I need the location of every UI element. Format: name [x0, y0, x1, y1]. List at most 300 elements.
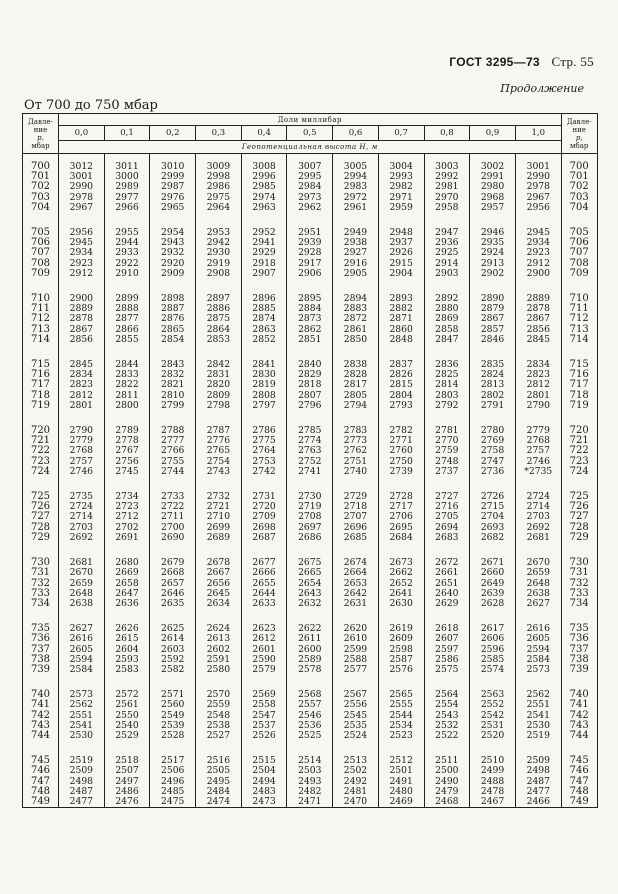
height-cell: 2656: [196, 579, 242, 589]
height-cell: 2515: [241, 741, 287, 766]
height-cell: 2769: [470, 436, 516, 446]
height-cell: 2773: [333, 436, 379, 446]
height-cell: 2897: [196, 279, 242, 304]
height-cell: 2851: [287, 335, 333, 345]
pressure-cell-left: 724: [23, 467, 59, 477]
pressure-cell-left: 718: [23, 391, 59, 401]
height-cell: 2747: [470, 457, 516, 467]
height-cell: 2842: [196, 345, 242, 370]
pressure-cell-right: 746: [561, 766, 597, 776]
height-cell: 2909: [150, 269, 196, 279]
height-cell: 2852: [241, 335, 287, 345]
height-cell: 2737: [424, 467, 470, 477]
height-cell: 2644: [241, 589, 287, 599]
pressure-cell-left: 733: [23, 589, 59, 599]
height-cell: 2947: [424, 213, 470, 238]
height-cell: 2664: [333, 568, 379, 578]
height-cell: 2853: [196, 335, 242, 345]
pressure-cell-left: 708: [23, 259, 59, 269]
pressure-cell-left: 725: [23, 477, 59, 502]
height-cell: 2615: [104, 634, 150, 644]
height-cell: 3008: [241, 154, 287, 173]
height-cell: 2698: [241, 523, 287, 533]
height-cell: 2720: [241, 502, 287, 512]
height-cell: 2666: [241, 568, 287, 578]
pressure-cell-left: 700: [23, 154, 59, 173]
height-cell: 2812: [515, 380, 561, 390]
height-cell: 2935: [470, 238, 516, 248]
pressure-cell-right: 743: [561, 721, 597, 731]
height-cell: 2556: [333, 700, 379, 710]
height-cell: 2718: [333, 502, 379, 512]
height-cell: 2847: [424, 335, 470, 345]
height-cell: 2883: [333, 304, 379, 314]
height-cell: 2751: [333, 457, 379, 467]
height-cell: 2627: [59, 609, 105, 634]
height-cell: 2716: [424, 502, 470, 512]
pressure-cell-left: 746: [23, 766, 59, 776]
height-cell: 2528: [150, 731, 196, 741]
height-cell: 2623: [241, 609, 287, 634]
height-cell: 2509: [59, 766, 105, 776]
height-cell: 2840: [287, 345, 333, 370]
height-cell: 2757: [515, 446, 561, 456]
height-cell: 2908: [196, 269, 242, 279]
height-cell: 2879: [470, 304, 516, 314]
height-cell: 2582: [150, 665, 196, 675]
pressure-cell-left: 714: [23, 335, 59, 345]
height-cell: 2994: [333, 172, 379, 182]
height-cell: 3003: [424, 154, 470, 173]
height-cell: 2967: [515, 193, 561, 203]
height-cell: 2808: [241, 391, 287, 401]
geopotential-table: [22, 113, 598, 808]
fraction-header: 0,6: [333, 126, 379, 141]
height-cell: 2916: [333, 259, 379, 269]
height-cell: 2926: [378, 248, 424, 258]
height-cell: 2964: [196, 203, 242, 213]
pressure-cell-right: 725: [561, 477, 597, 502]
height-cell: 2992: [424, 172, 470, 182]
height-cell: 2672: [424, 543, 470, 568]
height-cell: 2493: [287, 777, 333, 787]
height-cell: 2567: [333, 675, 379, 700]
height-cell: 2530: [515, 721, 561, 731]
pressure-cell-left: 705: [23, 213, 59, 238]
height-cell: 2568: [287, 675, 333, 700]
height-cell: 2648: [59, 589, 105, 599]
height-cell: 2565: [378, 675, 424, 700]
pressure-cell-left: 720: [23, 411, 59, 436]
height-cell: 2865: [150, 325, 196, 335]
height-cell: 2669: [104, 568, 150, 578]
height-cell: 2496: [150, 777, 196, 787]
height-cell: 2797: [241, 401, 287, 411]
height-cell: 2616: [515, 609, 561, 634]
height-cell: 2846: [470, 335, 516, 345]
height-cell: 2968: [470, 193, 516, 203]
pressure-cell-left: 710: [23, 279, 59, 304]
height-cell: 2743: [196, 467, 242, 477]
height-cell: 2585: [470, 655, 516, 665]
fraction-header: 0,9: [470, 126, 516, 141]
height-cell: 2714: [59, 512, 105, 522]
height-cell: 2483: [241, 787, 287, 797]
height-cell: 2523: [378, 731, 424, 741]
fraction-header: 0,4: [241, 126, 287, 141]
height-cell: 2710: [196, 512, 242, 522]
pressure-cell-left: 728: [23, 523, 59, 533]
height-cell: 2539: [150, 721, 196, 731]
height-cell: 2953: [196, 213, 242, 238]
height-cell: 2895: [287, 279, 333, 304]
height-cell: 2653: [333, 579, 379, 589]
height-cell: 2741: [287, 467, 333, 477]
height-cell: 2857: [470, 325, 516, 335]
height-cell: 2965: [150, 203, 196, 213]
pressure-cell-left: 712: [23, 314, 59, 324]
table-row: [23, 279, 598, 304]
table-row: [23, 533, 598, 543]
height-cell: 2802: [470, 391, 516, 401]
height-cell: 2984: [287, 182, 333, 192]
height-cell: 2706: [378, 512, 424, 522]
height-cell: 2880: [424, 304, 470, 314]
height-cell: 2792: [424, 401, 470, 411]
height-cell: 2705: [424, 512, 470, 522]
height-cell: 2468: [424, 797, 470, 808]
height-cell: 2647: [104, 589, 150, 599]
height-cell: 2915: [378, 259, 424, 269]
height-cell: 2547: [241, 711, 287, 721]
pressure-cell-left: 742: [23, 711, 59, 721]
height-cell: 2800: [104, 401, 150, 411]
height-cell: 2570: [196, 675, 242, 700]
pressure-cell-right: 726: [561, 502, 597, 512]
height-cell: 2822: [104, 380, 150, 390]
height-cell: 2873: [287, 314, 333, 324]
fraction-header: 1,0: [515, 126, 561, 141]
height-cell: 2912: [59, 269, 105, 279]
height-cell: 2668: [150, 568, 196, 578]
height-cell: 2930: [196, 248, 242, 258]
pressure-cell-right: 722: [561, 446, 597, 456]
pressure-cell-right: 703: [561, 193, 597, 203]
pressure-cell-right: 720: [561, 411, 597, 436]
height-cell: 2735: [59, 477, 105, 502]
table-row: [23, 797, 598, 808]
height-cell: 2498: [515, 766, 561, 776]
height-cell: 2649: [470, 579, 516, 589]
pressure-cell-right: 705: [561, 213, 597, 238]
height-cell: 2640: [424, 589, 470, 599]
pressure-cell-right: 729: [561, 533, 597, 543]
pressure-cell-right: 712: [561, 314, 597, 324]
height-cell: 2648: [515, 579, 561, 589]
height-cell: 2479: [424, 787, 470, 797]
height-cell: 2896: [241, 279, 287, 304]
height-cell: 3002: [470, 154, 516, 173]
height-cell: 2534: [378, 721, 424, 731]
height-cell: 2890: [470, 279, 516, 304]
height-cell: 2605: [515, 634, 561, 644]
height-cell: 2973: [287, 193, 333, 203]
height-cell: 2972: [333, 193, 379, 203]
height-cell: 2624: [196, 609, 242, 634]
height-cell: 2501: [378, 766, 424, 776]
height-cell: 2813: [470, 380, 516, 390]
height-cell: 2525: [287, 731, 333, 741]
height-cell: 2819: [241, 380, 287, 390]
table-row: [23, 411, 598, 436]
height-cell: 2867: [470, 314, 516, 324]
height-cell: 2661: [424, 568, 470, 578]
height-cell: 2586: [424, 655, 470, 665]
pressure-cell-left: 740: [23, 675, 59, 700]
height-cell: 2905: [333, 269, 379, 279]
height-cell: 2815: [378, 380, 424, 390]
height-cell: 2499: [470, 766, 516, 776]
height-cell: 2527: [196, 731, 242, 741]
table-row: [23, 345, 598, 370]
height-cell: 2794: [333, 401, 379, 411]
table-row: [23, 543, 598, 568]
height-cell: 2543: [424, 711, 470, 721]
height-cell: 2526: [241, 731, 287, 741]
height-cell: 2564: [424, 675, 470, 700]
height-cell: 2475: [150, 797, 196, 808]
height-cell: 2892: [424, 279, 470, 304]
standard-number: ГОСТ 3295—73: [449, 55, 540, 69]
height-cell: 2998: [196, 172, 242, 182]
height-cell: 2693: [470, 523, 516, 533]
height-cell: 2641: [378, 589, 424, 599]
height-cell: 2536: [287, 721, 333, 731]
table-row: [23, 665, 598, 675]
height-cell: 2537: [241, 721, 287, 731]
height-cell: 2980: [470, 182, 516, 192]
height-cell: 2680: [104, 543, 150, 568]
height-cell: 2685: [333, 533, 379, 543]
height-cell: 2833: [104, 370, 150, 380]
height-cell: 2620: [333, 609, 379, 634]
height-cell: 2639: [470, 589, 516, 599]
height-cell: 2836: [424, 345, 470, 370]
height-cell: 2589: [287, 655, 333, 665]
height-cell: 3000: [104, 172, 150, 182]
height-cell: 2681: [59, 543, 105, 568]
height-cell: 2990: [515, 172, 561, 182]
height-cell: 2603: [150, 645, 196, 655]
height-cell: 2938: [333, 238, 379, 248]
height-cell: 2638: [59, 599, 105, 609]
height-cell: 2631: [333, 599, 379, 609]
height-cell: 2484: [196, 787, 242, 797]
height-cell: 2678: [196, 543, 242, 568]
height-cell: 2609: [378, 634, 424, 644]
height-cell: 2504: [241, 766, 287, 776]
height-cell: 2730: [287, 477, 333, 502]
height-cell: 2898: [150, 279, 196, 304]
pressure-cell-left: 723: [23, 457, 59, 467]
height-cell: 2711: [150, 512, 196, 522]
table-row: [23, 401, 598, 411]
height-cell: 2782: [378, 411, 424, 436]
height-cell: 2900: [59, 279, 105, 304]
height-cell: 2978: [515, 182, 561, 192]
height-cell: 2978: [59, 193, 105, 203]
height-cell: 3010: [150, 154, 196, 173]
height-cell: 2752: [287, 457, 333, 467]
pressure-header-right: Давле- ние p, мбар: [561, 114, 597, 154]
height-cell: 2886: [196, 304, 242, 314]
height-cell: 2487: [515, 777, 561, 787]
height-cell: 2876: [150, 314, 196, 324]
height-cell: 2551: [515, 700, 561, 710]
height-cell: 3005: [333, 154, 379, 173]
height-cell: 2731: [241, 477, 287, 502]
height-cell: 2591: [196, 655, 242, 665]
height-cell: 2724: [515, 477, 561, 502]
height-cell: 2561: [104, 700, 150, 710]
height-cell: 2485: [150, 787, 196, 797]
height-cell: 2962: [287, 203, 333, 213]
pressure-cell-left: 731: [23, 568, 59, 578]
height-cell: 2967: [59, 203, 105, 213]
height-cell: 2990: [59, 182, 105, 192]
height-cell: 2611: [287, 634, 333, 644]
height-cell: 2900: [515, 269, 561, 279]
height-cell: 2555: [378, 700, 424, 710]
height-cell: 2726: [470, 477, 516, 502]
pressure-cell-left: 709: [23, 269, 59, 279]
height-cell: 2511: [424, 741, 470, 766]
height-cell: 2966: [104, 203, 150, 213]
height-cell: 2848: [378, 335, 424, 345]
table-row: [23, 203, 598, 213]
height-cell: 2692: [515, 523, 561, 533]
height-cell: 2856: [59, 335, 105, 345]
height-cell: 2775: [241, 436, 287, 446]
pressure-cell-right: 737: [561, 645, 597, 655]
pressure-cell-left: 748: [23, 787, 59, 797]
height-cell: 2687: [241, 533, 287, 543]
height-cell: 2829: [287, 370, 333, 380]
height-cell: 2600: [287, 645, 333, 655]
pressure-cell-left: 729: [23, 533, 59, 543]
height-cell: 2956: [59, 213, 105, 238]
height-cell: 2625: [150, 609, 196, 634]
range-title: От 700 до 750 мбар: [24, 98, 158, 113]
pressure-cell-left: 726: [23, 502, 59, 512]
pressure-cell-right: 711: [561, 304, 597, 314]
table-row: [23, 154, 598, 173]
pressure-cell-right: 734: [561, 599, 597, 609]
pressure-cell-right: 706: [561, 238, 597, 248]
height-cell: 2610: [333, 634, 379, 644]
height-cell: 2983: [333, 182, 379, 192]
height-cell: 2628: [470, 599, 516, 609]
pressure-cell-right: 745: [561, 741, 597, 766]
height-cell: 2510: [470, 741, 516, 766]
height-cell: 2767: [104, 446, 150, 456]
height-cell: 2961: [333, 203, 379, 213]
height-cell: 2575: [424, 665, 470, 675]
height-cell: 2590: [241, 655, 287, 665]
height-cell: 2700: [150, 523, 196, 533]
height-cell: 2754: [196, 457, 242, 467]
pressure-cell-right: 736: [561, 634, 597, 644]
page-number: Стр. 55: [551, 54, 594, 69]
height-cell: 2755: [150, 457, 196, 467]
height-cell: 2689: [196, 533, 242, 543]
height-cell: 2937: [378, 238, 424, 248]
height-cell: 2991: [470, 172, 516, 182]
height-cell: 2893: [378, 279, 424, 304]
height-cell: 2550: [104, 711, 150, 721]
height-cell: 2824: [470, 370, 516, 380]
height-cell: 2549: [150, 711, 196, 721]
height-cell: 2838: [333, 345, 379, 370]
fraction-header: 0,5: [287, 126, 333, 141]
fraction-header: 0,2: [150, 126, 196, 141]
height-cell: 2481: [333, 787, 379, 797]
height-cell: 2986: [196, 182, 242, 192]
pressure-cell-left: 739: [23, 665, 59, 675]
height-cell: 2490: [424, 777, 470, 787]
height-cell: 2699: [196, 523, 242, 533]
height-cell: 2866: [104, 325, 150, 335]
height-cell: 2697: [287, 523, 333, 533]
height-cell: 2768: [515, 436, 561, 446]
height-cell: 2765: [196, 446, 242, 456]
height-cell: 2927: [333, 248, 379, 258]
pressure-cell-left: 706: [23, 238, 59, 248]
height-cell: 2951: [287, 213, 333, 238]
height-cell: 2588: [333, 655, 379, 665]
height-cell: 2996: [241, 172, 287, 182]
height-cell: 2694: [424, 523, 470, 533]
height-cell: 2690: [150, 533, 196, 543]
height-cell: 2928: [287, 248, 333, 258]
height-cell: 2576: [378, 665, 424, 675]
height-cell: 2789: [104, 411, 150, 436]
height-cell: 2487: [59, 787, 105, 797]
height-cell: 2837: [378, 345, 424, 370]
height-cell: 2679: [150, 543, 196, 568]
height-cell: 2825: [424, 370, 470, 380]
height-cell: 2554: [424, 700, 470, 710]
height-cell: 2888: [104, 304, 150, 314]
height-cell: 2702: [104, 523, 150, 533]
pressure-cell-left: 701: [23, 172, 59, 182]
height-cell: 2497: [104, 777, 150, 787]
height-cell: 2495: [196, 777, 242, 787]
height-cell: 2830: [241, 370, 287, 380]
height-cell: 2617: [470, 609, 516, 634]
height-cell: 2858: [424, 325, 470, 335]
height-cell: 2616: [59, 634, 105, 644]
height-cell: 2602: [196, 645, 242, 655]
height-cell: 2652: [378, 579, 424, 589]
fraction-header: 0,0: [59, 126, 105, 141]
pressure-cell-left: 721: [23, 436, 59, 446]
height-cell: 2923: [59, 259, 105, 269]
height-cell: 2691: [104, 533, 150, 543]
height-cell: 2774: [287, 436, 333, 446]
height-cell: 2541: [59, 721, 105, 731]
height-cell: 2655: [241, 579, 287, 589]
